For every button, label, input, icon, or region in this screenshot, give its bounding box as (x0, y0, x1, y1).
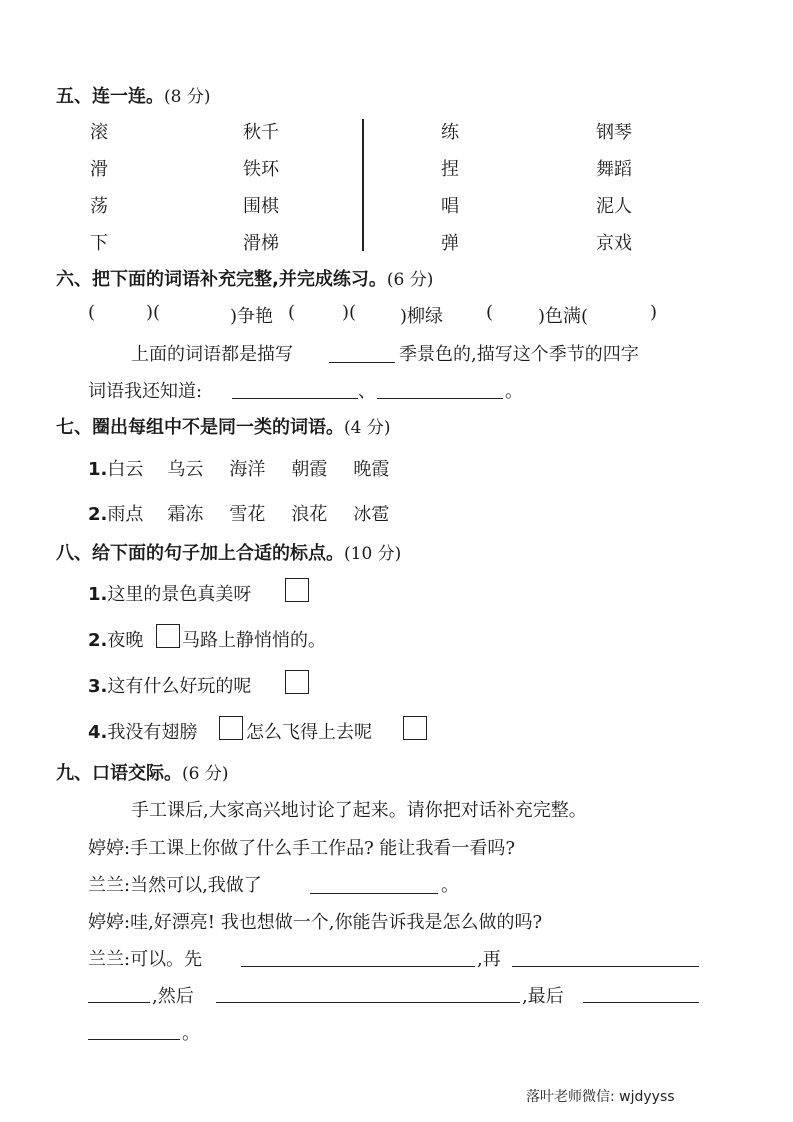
sentence-2 (88, 626, 143, 652)
dialogue-line-4b: ,再 (477, 949, 501, 970)
match-left-target-3: 围棋 (243, 196, 279, 217)
word[interactable]: 冰雹 (353, 504, 390, 525)
sentence-2-number: 2. (88, 630, 108, 651)
dialogue-line-6-end: 。 (182, 1023, 200, 1044)
dialogue-line-5a: ,然后 (152, 986, 194, 1007)
sentence-4-text-b: 怎么飞得上去呢 (246, 722, 372, 743)
match-right-1: 练 (441, 122, 459, 143)
punctuation-box-3[interactable] (285, 670, 309, 694)
dialogue-line-1: 婷婷:手工课上你做了什么手工作品? 能让我看一看吗? (88, 838, 516, 859)
idiom-blank-1[interactable] (232, 398, 358, 399)
match-left-4: 下 (90, 233, 108, 254)
idiom-line-a: 词语我还知道: (88, 381, 203, 402)
season-blank[interactable] (329, 362, 395, 363)
dialogue-line-2b: 。 (441, 875, 459, 896)
idiom-2-mid: )( (342, 302, 357, 323)
word[interactable]: 霜冻 (167, 504, 204, 525)
section6-points: (6 分) (386, 270, 434, 290)
sentence-4 (88, 718, 197, 744)
word[interactable]: 海洋 (229, 459, 266, 480)
match-right-target-4: 京戏 (596, 233, 632, 254)
word[interactable]: 雪花 (229, 504, 266, 525)
section7-points: (4 分) (344, 418, 391, 438)
idiom-2-open: ( (288, 302, 296, 323)
match-left-1: 滚 (90, 122, 108, 143)
dialogue-line-4a: 兰兰:可以。先 (88, 949, 203, 970)
word[interactable]: 朝霞 (291, 459, 328, 480)
group-2-number: 2. (88, 504, 108, 525)
dialogue-blank-made[interactable] (310, 893, 438, 894)
dialogue-line-2a: 兰兰:当然可以,我做了 (88, 875, 262, 896)
section8-title: 八、给下面的句子加上合适的标点。 (56, 543, 344, 564)
word[interactable]: 白云 (107, 459, 144, 480)
match-right-target-1: 钢琴 (596, 122, 632, 143)
sentence-2-text-a: 夜晚 (107, 630, 144, 651)
idiom-2-close: )柳绿 (400, 306, 444, 327)
punctuation-box-4[interactable] (219, 716, 243, 740)
idiom-3-open: ( (486, 302, 494, 323)
section5-heading (56, 82, 210, 108)
dialogue-blank-last-cont[interactable] (88, 1039, 180, 1040)
word[interactable]: 浪花 (291, 504, 328, 525)
footer-note: 落叶老师微信: wjdyyss (526, 1089, 675, 1105)
dialogue-line-5b: ,最后 (522, 986, 564, 1007)
idiom-blank-2[interactable] (377, 398, 503, 399)
word[interactable]: 雨点 (107, 504, 144, 525)
dialogue-blank-then-cont[interactable] (88, 1002, 150, 1003)
section9-title: 九、口语交际。 (56, 763, 182, 784)
season-line-b: 季景色的,描写这个季节的四字 (399, 344, 639, 365)
dialogue-line-3: 婷婷:哇,好漂亮! 我也想做一个,你能告诉我是怎么做的吗? (88, 912, 543, 933)
dialogue-blank-next[interactable] (216, 1002, 520, 1003)
dialogue-intro: 手工课后,大家高兴地讨论了起来。请你把对话补充完整。 (131, 800, 587, 821)
section7-heading (56, 413, 390, 439)
match-left-2: 滑 (90, 159, 108, 180)
season-line-a: 上面的词语都是描写 (131, 344, 293, 365)
sentence-1-text: 这里的景色真美呀 (107, 584, 252, 605)
word-group-1 (88, 455, 389, 481)
sentence-4-number: 4. (88, 722, 108, 743)
section5-title: 五、连一连。 (56, 86, 164, 107)
column-divider (362, 119, 364, 251)
sentence-3-number: 3. (88, 676, 108, 697)
idiom-3-mid: )色满( (538, 306, 589, 327)
word[interactable]: 乌云 (167, 459, 204, 480)
idiom-1-open: ( (88, 302, 96, 323)
section6-title: 六、把下面的词语补充完整,并完成练习。 (56, 269, 387, 290)
sentence-2-text-b: 马路上静悄悄的。 (182, 630, 326, 651)
dialogue-blank-last[interactable] (583, 1002, 699, 1003)
sentence-4-text-a: 我没有翅膀 (107, 722, 198, 743)
punctuation-box-5[interactable] (403, 716, 427, 740)
section5-points: (8 分) (164, 87, 211, 107)
dialogue-blank-then[interactable] (512, 966, 699, 967)
section8-heading (56, 539, 401, 565)
match-right-3: 唱 (441, 196, 459, 217)
word[interactable]: 晚霞 (353, 459, 390, 480)
match-right-target-2: 舞蹈 (596, 159, 632, 180)
punctuation-box-2[interactable] (156, 624, 180, 648)
match-left-target-4: 滑梯 (243, 233, 279, 254)
match-left-3: 荡 (90, 196, 108, 217)
idiom-1-mid: )( (146, 302, 161, 323)
section9-points: (6 分) (182, 764, 229, 784)
idiom-1-close: )争艳 (230, 306, 274, 327)
word-group-2 (88, 500, 389, 526)
idiom-line-end: 。 (505, 381, 523, 402)
match-left-target-1: 秋千 (243, 122, 279, 143)
section8-points: (10 分) (344, 544, 402, 564)
idiom-separator: 、 (358, 381, 376, 402)
section6-heading (56, 265, 433, 291)
match-right-2: 捏 (441, 159, 459, 180)
section9-heading (56, 759, 228, 785)
match-left-target-2: 铁环 (243, 159, 279, 180)
sentence-3 (88, 672, 251, 698)
punctuation-box-1[interactable] (285, 578, 309, 602)
group-1-number: 1. (88, 459, 108, 480)
dialogue-blank-first[interactable] (241, 966, 475, 967)
section7-title: 七、圈出每组中不是同一类的词语。 (56, 417, 344, 438)
sentence-3-text: 这有什么好玩的呢 (107, 676, 252, 697)
sentence-1 (88, 580, 251, 606)
sentence-1-number: 1. (88, 584, 108, 605)
match-right-4: 弹 (441, 233, 459, 254)
idiom-3-close: ) (650, 302, 658, 323)
match-right-target-3: 泥人 (596, 196, 632, 217)
